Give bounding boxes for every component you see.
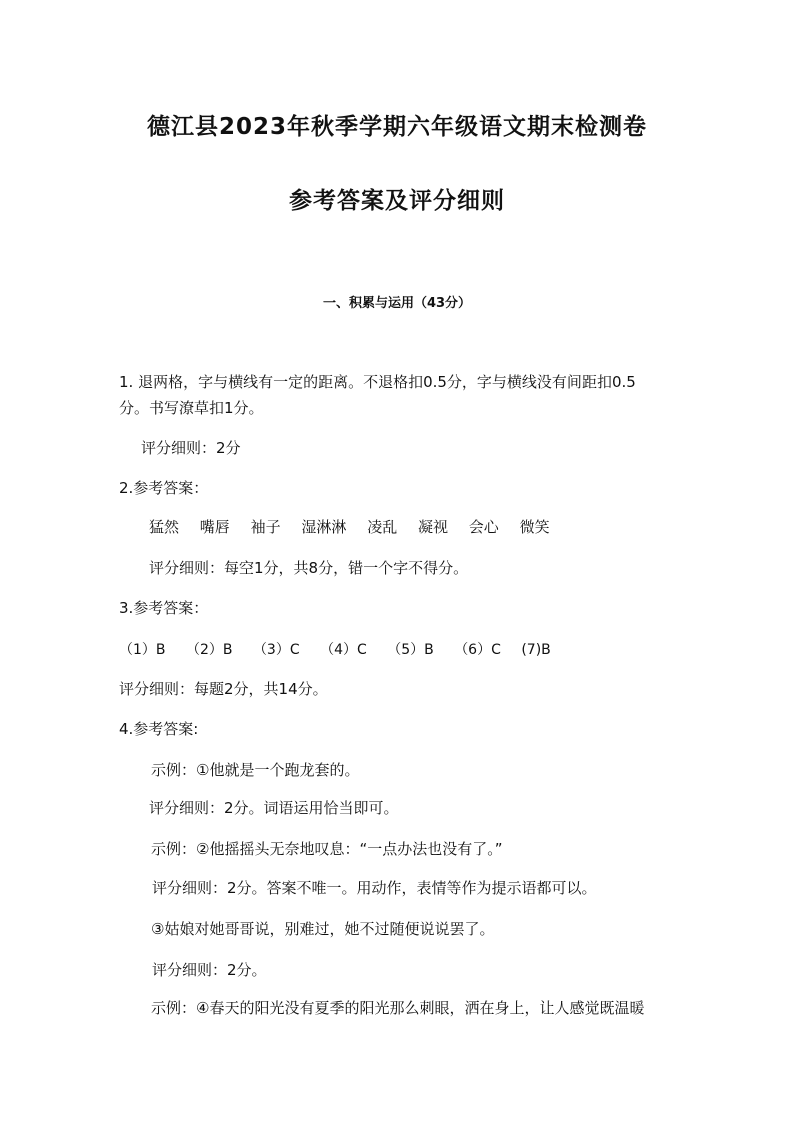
answer-option: （1）B <box>119 642 166 658</box>
q1-text-line1: 1. 退两格，字与横线有一定的距离。不退格扣0.5分，字与横线没有间距扣0.5 <box>119 373 636 391</box>
q2-label: 2.参考答案： <box>119 479 209 497</box>
answer-option: （5）B <box>387 642 434 658</box>
answer-word: 会心 <box>468 518 499 536</box>
section-heading: 一、积累与运用（43分） <box>322 296 472 311</box>
answer-option: (7)B <box>521 642 551 658</box>
q4-example-2: 示例：②他摇摇头无奈地叹息：“一点办法也没有了。” <box>151 840 503 858</box>
answer-word: 猛然 <box>149 518 180 536</box>
answer-word: 凝视 <box>417 518 448 536</box>
q1-score: 评分细则：2分 <box>141 439 241 457</box>
answer-word: 袖子 <box>250 518 281 536</box>
answer-word: 凌乱 <box>367 518 398 536</box>
q1-text-line2: 分。书写潦草扣1分。 <box>119 399 264 417</box>
answer-option: （2）B <box>185 642 233 658</box>
q4-example-4: 示例：④春天的阳光没有夏季的阳光那么刺眼，洒在身上，让人感觉既温暖 <box>151 999 645 1017</box>
q3-option-list <box>119 640 567 660</box>
answer-option: （3）C <box>252 642 300 658</box>
document-title: 德江县2023年秋季学期六年级语文期末检测卷 <box>146 114 647 140</box>
answer-option: （4）C <box>320 642 367 658</box>
answer-word: 微笑 <box>519 518 550 536</box>
answer-word: 嘴唇 <box>199 518 230 536</box>
q4-score-1: 评分细则：2分。词语运用恰当即可。 <box>149 799 399 817</box>
q4-score-2: 评分细则：2分。答案不唯一。用动作，表情等作为提示语都可以。 <box>152 879 597 897</box>
q4-score-3: 评分细则：2分。 <box>152 961 267 979</box>
q4-example-3: ③姑娘对她哥哥说，别难过，她不过随便说说罢了。 <box>151 920 495 938</box>
q3-label: 3.参考答案： <box>119 599 209 617</box>
q2-score: 评分细则：每空1分，共8分，错一个字不得分。 <box>149 559 469 577</box>
answer-word: 湿淋淋 <box>301 518 347 536</box>
q4-example-1: 示例：①他就是一个跑龙套的。 <box>151 761 360 779</box>
document-subtitle: 参考答案及评分细则 <box>289 188 505 214</box>
q3-score: 评分细则：每题2分，共14分。 <box>119 680 328 698</box>
q2-word-list <box>149 517 566 537</box>
q4-label: 4.参考答案: <box>119 720 199 738</box>
answer-option: （6）C <box>454 642 501 658</box>
